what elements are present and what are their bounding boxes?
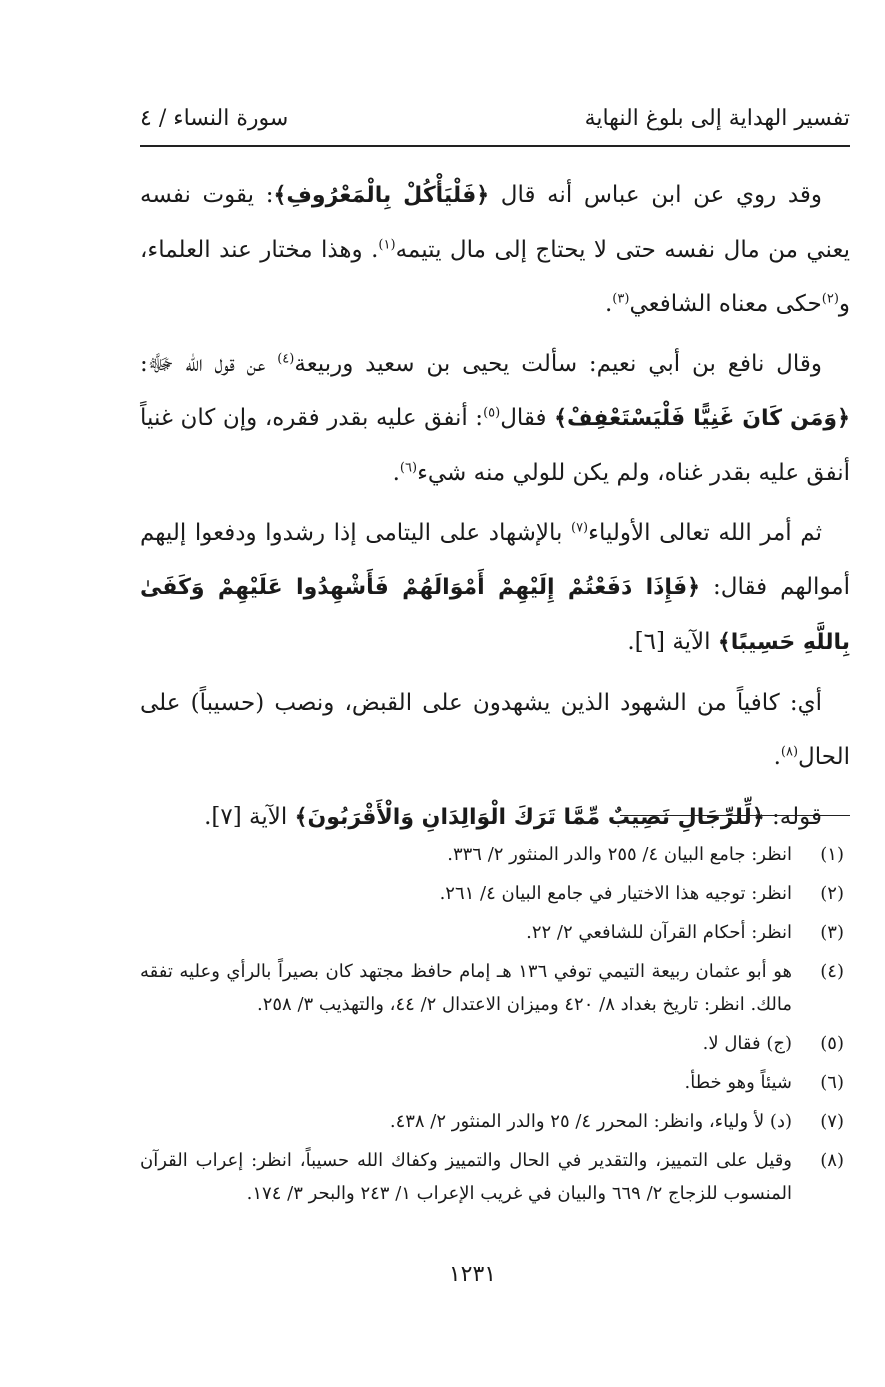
footnote-number: (٨) xyxy=(820,1150,844,1171)
book-title: تفسير الهداية إلى بلوغ النهاية xyxy=(584,105,850,131)
paragraph-4 xyxy=(140,676,850,784)
text-run: الآية [٧]. xyxy=(204,804,295,830)
text-run: ثم أمر الله تعالى الأولياء xyxy=(588,520,822,546)
text-run: . وهذا مختار عند العلماء، و xyxy=(140,237,850,317)
running-header xyxy=(140,98,850,138)
text-run: قوله: xyxy=(764,804,822,830)
text-run: بالإشهاد على اليتامى إذا رشدوا ودفعوا إليهم أموالهم فقال: xyxy=(140,520,850,600)
footnote-number: (١) xyxy=(820,844,844,865)
footnote-text: انظر: توجيه هذا الاختيار في جامع البيان ٤/ ٢٦١. xyxy=(439,883,792,904)
footnote-item xyxy=(140,916,850,949)
footnote-text: هو أبو عثمان ربيعة التيمي توفي ١٣٦ هـ إمام حافظ مجتهد كان بصيراً بالرأي وعليه تفقه مالك. انظر: تاريخ بغداد ٨/ ٤٢٠ وميزان الاعتدال ٢/ ٤٤، والتهذيب ٣/ ٢٥٨. xyxy=(140,961,793,1015)
footnote-ref[interactable]: (١) xyxy=(378,237,396,253)
page-number: ١٢٣١ xyxy=(448,1262,497,1287)
footnote-item xyxy=(140,1144,850,1210)
text-run: الآية [٦]. xyxy=(627,629,718,655)
footnote-item xyxy=(140,1027,850,1060)
footnote-number: (٢) xyxy=(820,883,844,904)
text-run: وقد روي عن ابن عباس أنه قال xyxy=(489,182,823,208)
footnote-ref[interactable]: (٦) xyxy=(399,460,418,476)
surah-label: سورة النساء / ٤ xyxy=(140,105,289,131)
footnote-number: (٥) xyxy=(820,1033,844,1054)
main-text xyxy=(140,168,850,851)
footnote-ref[interactable]: (٧) xyxy=(570,520,589,536)
quran-verse: ﴿لِّلرِّجَالِ نَصِيبٌ مِّمَّا تَرَكَ الْوَالِدَانِ وَالْأَقْرَبُونَ﴾ xyxy=(294,805,765,830)
footnote-ref[interactable]: (٢) xyxy=(821,291,839,307)
text-run: عن قول الله ﷻ: xyxy=(140,351,278,377)
paragraph-2 xyxy=(140,337,850,500)
footnote-item xyxy=(140,877,850,910)
quran-verse: ﴿فَلْيَأْكُلْ بِالْمَعْرُوفِ﴾ xyxy=(273,183,490,208)
footnote-text: وقيل على التمييز، والتقدير في الحال والتمييز وكفاك الله حسيباً، انظر: إعراب القرآن المنسوب للزجاج ٢/ ٦٦٩ والبيان في غريب الإعراب ١/ ٢٤٣ والبحر ٣/ ١٧٤. xyxy=(140,1150,792,1204)
text-run: : يقوت نفسه يعني من مال نفسه حتى لا يحتاج إلى مال يتيمه xyxy=(140,182,850,263)
paragraph-3 xyxy=(140,506,850,670)
text-run: . xyxy=(392,460,400,486)
footnote-number: (٣) xyxy=(820,922,844,943)
text-run: : أنفق عليه بقدر فقره، وإن كان غنياً أنفق عليه بقدر غناه، ولم يكن للولي منه شيء xyxy=(140,405,850,486)
footnote-number: (٦) xyxy=(820,1072,844,1093)
footnote-item xyxy=(140,838,850,871)
footnote-number: (٧) xyxy=(820,1111,844,1132)
footnote-divider xyxy=(620,815,850,816)
text-run: فقال xyxy=(500,405,555,431)
footnote-ref[interactable]: (٤) xyxy=(277,351,295,367)
footnote-text: انظر: أحكام القرآن للشافعي ٢/ ٢٢. xyxy=(526,922,792,943)
paragraph-5 xyxy=(140,790,850,845)
paragraph-1 xyxy=(140,168,850,331)
text-run: أي: كافياً من الشهود الذين يشهدون على القبض، ونصب (حسيباً) على الحال xyxy=(140,690,850,770)
footnote-item xyxy=(140,1066,850,1099)
text-run: وقال نافع بن أبي نعيم: سألت يحيى بن سعيد وربيعة xyxy=(294,351,823,377)
header-divider xyxy=(140,145,850,147)
footnote-ref[interactable]: (٨) xyxy=(780,744,799,760)
footnotes xyxy=(140,838,850,1216)
footnote-text: (ج) فقال لا. xyxy=(702,1033,792,1054)
quran-verse: ﴿فَإِذَا دَفَعْتُمْ إِلَيْهِمْ أَمْوَالَهُمْ فَأَشْهِدُوا عَلَيْهِمْ وَكَفَىٰ بِاللَّهِ حَسِيبًا﴾ xyxy=(140,575,850,655)
footnote-text: انظر: جامع البيان ٤/ ٢٥٥ والدر المنثور ٢/ ٣٣٦. xyxy=(447,844,792,865)
text-run: . xyxy=(604,291,613,317)
text-run: حكى معناه الشافعي xyxy=(629,291,822,317)
footnote-item xyxy=(140,955,850,1021)
footnote-ref[interactable]: (٣) xyxy=(612,291,630,307)
footnote-item xyxy=(140,1105,850,1138)
quran-verse: ﴿وَمَن كَانَ غَنِيًّا فَلْيَسْتَعْفِفْ﴾ xyxy=(554,406,850,431)
text-run: . xyxy=(773,744,781,770)
footnote-number: (٤) xyxy=(820,961,844,982)
footnote-text: شيئاً وهو خطأ. xyxy=(684,1072,792,1093)
footnote-ref[interactable]: (٥) xyxy=(483,405,501,421)
footnote-text: (د) لأ ولياء، وانظر: المحرر ٤/ ٢٥ والدر المنثور ٢/ ٤٣٨. xyxy=(389,1111,792,1132)
